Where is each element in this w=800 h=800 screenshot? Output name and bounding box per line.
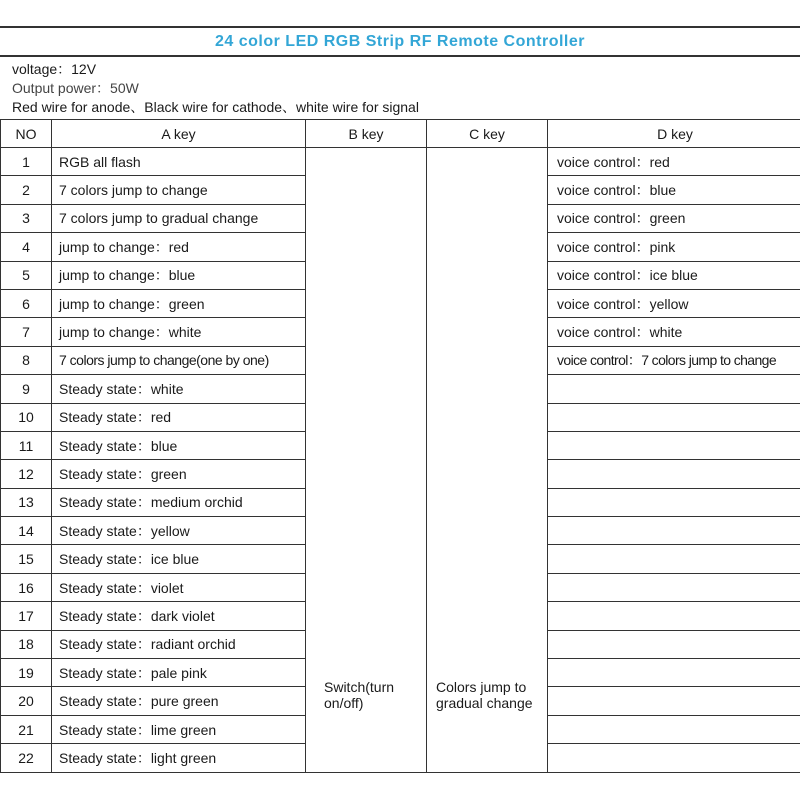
row-number: 14 — [1, 517, 52, 545]
d-key-cell: voice control：yellow — [548, 289, 800, 317]
a-key-cell: Steady state：radiant orchid — [52, 630, 306, 658]
d-key-cell: voice control：white — [548, 318, 800, 346]
d-key-cell — [548, 602, 800, 630]
a-key-cell: Steady state：violet — [52, 573, 306, 601]
d-key-cell — [548, 431, 800, 459]
b-key-text: Switch(turn on/off) — [324, 678, 395, 711]
d-key-cell: voice control：pink — [548, 233, 800, 261]
page-title: 24 color LED RGB Strip RF Remote Controller — [215, 33, 585, 50]
table-body — [1, 148, 800, 773]
row-number: 22 — [1, 744, 52, 772]
a-key-cell: Steady state：dark violet — [52, 602, 306, 630]
d-key-cell — [548, 573, 800, 601]
table-header-row — [1, 120, 800, 148]
a-key-cell: Steady state：yellow — [52, 517, 306, 545]
a-key-cell: Steady state：pale pink — [52, 659, 306, 687]
row-number: 6 — [1, 289, 52, 317]
d-key-cell — [548, 630, 800, 658]
a-key-cell: 7 colors jump to change — [52, 176, 306, 204]
d-key-cell: voice control：green — [548, 204, 800, 232]
key-function-table — [0, 119, 800, 773]
header-c-key: C key — [427, 120, 548, 148]
voltage-text: voltage：12V — [12, 61, 97, 77]
row-number: 10 — [1, 403, 52, 431]
a-key-cell: jump to change：green — [52, 289, 306, 317]
header-a-key: A key — [52, 120, 306, 148]
c-key-cell — [427, 148, 548, 773]
header-b-key: B key — [306, 120, 427, 148]
d-key-cell — [548, 460, 800, 488]
header-no: NO — [1, 120, 52, 148]
top-border — [0, 0, 800, 28]
row-number: 15 — [1, 545, 52, 573]
a-key-cell: RGB all flash — [52, 148, 306, 176]
row-number: 20 — [1, 687, 52, 715]
a-key-cell: Steady state：lime green — [52, 715, 306, 743]
row-number: 16 — [1, 573, 52, 601]
a-key-cell: Steady state：pure green — [52, 687, 306, 715]
d-key-cell: voice control：7 colors jump to change — [548, 346, 800, 374]
row-number: 18 — [1, 630, 52, 658]
a-key-cell: Steady state：red — [52, 403, 306, 431]
row-number: 3 — [1, 204, 52, 232]
a-key-cell: jump to change：blue — [52, 261, 306, 289]
row-number: 21 — [1, 715, 52, 743]
d-key-cell — [548, 488, 800, 516]
spec-info — [12, 60, 792, 117]
row-number: 8 — [1, 346, 52, 374]
row-number: 17 — [1, 602, 52, 630]
d-key-cell: voice control：ice blue — [548, 261, 800, 289]
row-number: 11 — [1, 431, 52, 459]
row-number: 13 — [1, 488, 52, 516]
a-key-cell: jump to change：red — [52, 233, 306, 261]
d-key-cell: voice control：blue — [548, 176, 800, 204]
d-key-cell — [548, 403, 800, 431]
a-key-cell: Steady state：blue — [52, 431, 306, 459]
row-number: 19 — [1, 659, 52, 687]
c-key-text: Colors jump to gradual change — [436, 678, 533, 711]
title-bar — [0, 28, 800, 57]
a-key-cell: Steady state：medium orchid — [52, 488, 306, 516]
row-number: 9 — [1, 375, 52, 403]
d-key-cell — [548, 545, 800, 573]
d-key-cell — [548, 744, 800, 772]
d-key-cell — [548, 517, 800, 545]
d-key-cell — [548, 687, 800, 715]
a-key-cell: Steady state：green — [52, 460, 306, 488]
d-key-cell — [548, 659, 800, 687]
row-number: 5 — [1, 261, 52, 289]
output-power-text: Output power：50W — [12, 80, 139, 96]
header-d-key: D key — [548, 120, 800, 148]
d-key-cell — [548, 375, 800, 403]
row-number: 4 — [1, 233, 52, 261]
a-key-cell: 7 colors jump to change(one by one) — [52, 346, 306, 374]
row-number: 12 — [1, 460, 52, 488]
d-key-cell: voice control：red — [548, 148, 800, 176]
d-key-cell — [548, 715, 800, 743]
wiring-text: Red wire for anode、Black wire for cathode、white wire for signal — [12, 99, 419, 115]
table-row — [1, 148, 800, 176]
a-key-cell: 7 colors jump to gradual change — [52, 204, 306, 232]
a-key-cell: Steady state：ice blue — [52, 545, 306, 573]
row-number: 7 — [1, 318, 52, 346]
a-key-cell: Steady state：white — [52, 375, 306, 403]
row-number: 2 — [1, 176, 52, 204]
row-number: 1 — [1, 148, 52, 176]
b-key-cell — [306, 148, 427, 773]
a-key-cell: Steady state：light green — [52, 744, 306, 772]
a-key-cell: jump to change：white — [52, 318, 306, 346]
